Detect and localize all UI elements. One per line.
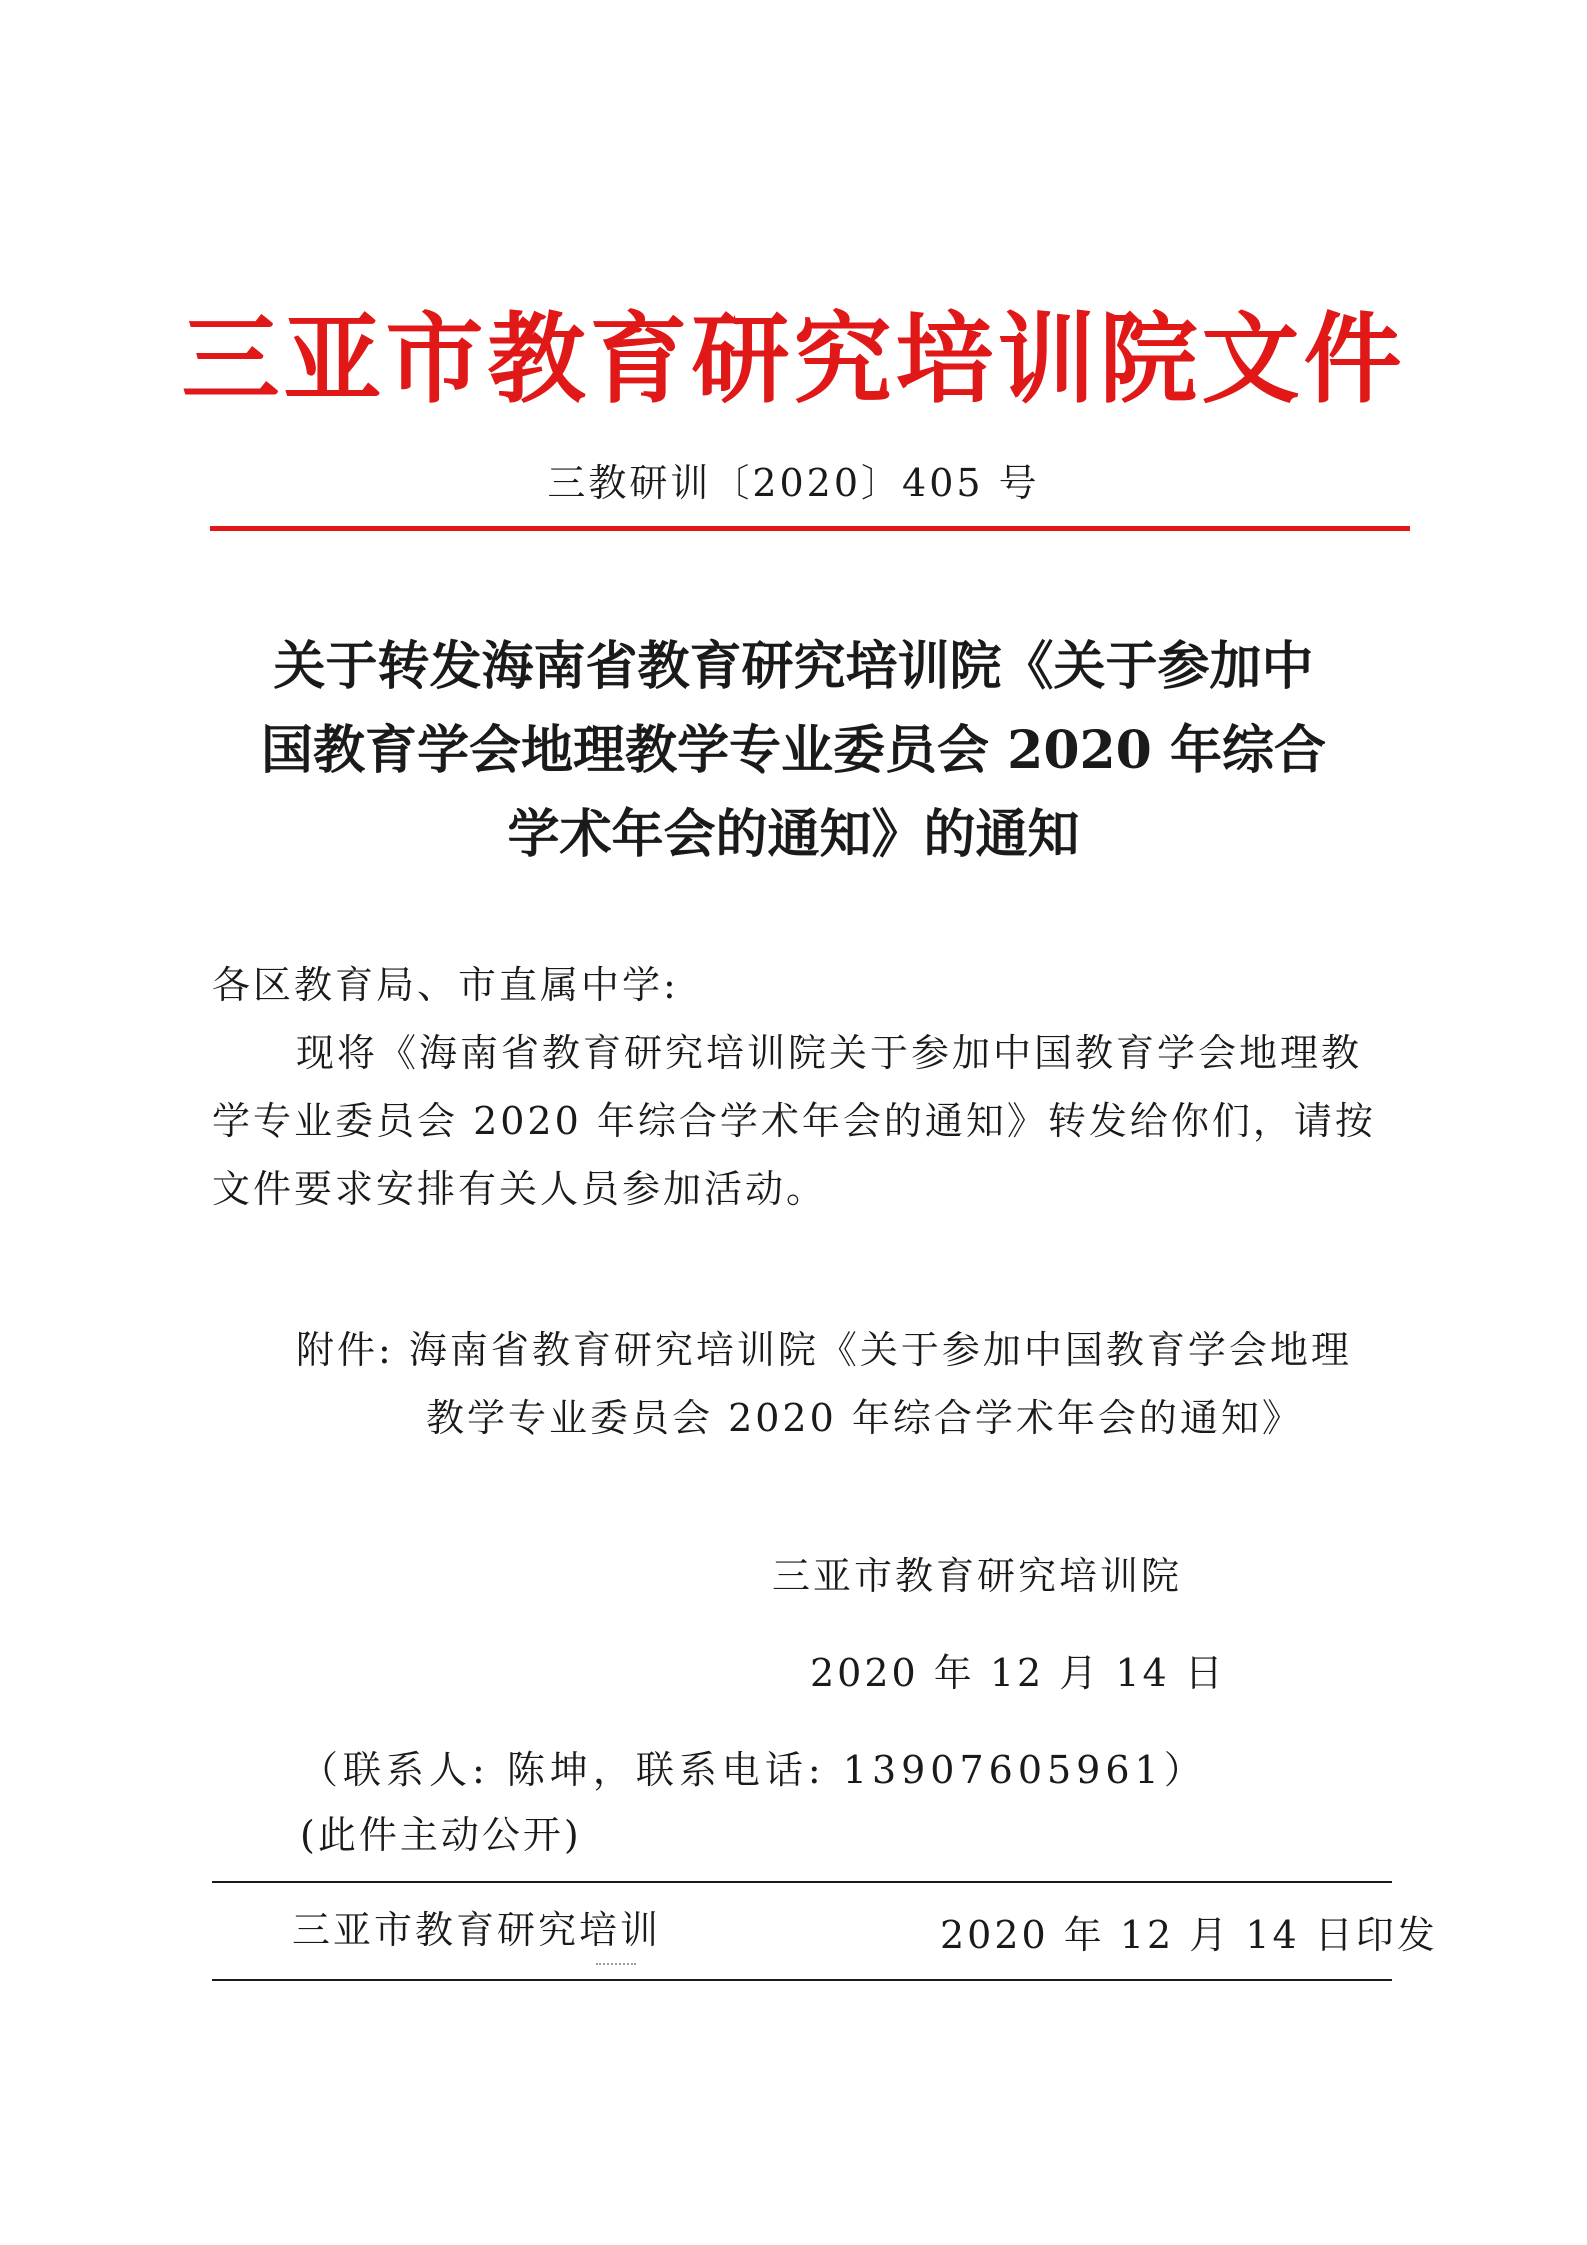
- body-paragraph-line: 学专业委员会 2020 年综合学术年会的通知》转发给你们，请按: [212, 1099, 1376, 1143]
- contact-info: （联系人: 陈坤，联系电话: 13907605961）: [300, 1748, 1207, 1792]
- footer-top-rule: [212, 1881, 1392, 1883]
- footer-issue-date: 2020 年 12 月 14 日印发: [940, 1913, 1438, 1957]
- notice-title: [200, 625, 1387, 877]
- footer-bottom-rule: [212, 1979, 1392, 1981]
- notice-title-line: 学术年会的通知》的通知: [507, 804, 1080, 865]
- signature-organization: 三亚市教育研究培训院: [772, 1554, 1183, 1598]
- attachment-line: 附件: 海南省教育研究培训院《关于参加中国教育学会地理: [296, 1328, 1352, 1372]
- attachment-line: 教学专业委员会 2020 年综合学术年会的通知》: [426, 1396, 1303, 1440]
- addressee: 各区教育局、市直属中学:: [212, 963, 679, 1007]
- signature-date: 2020 年 12 月 14 日: [810, 1651, 1226, 1695]
- body-paragraph-line: 现将《海南省教育研究培训院关于参加中国教育学会地理教: [296, 1031, 1363, 1075]
- clipped-text-fragment: [596, 1963, 636, 1977]
- notice-title-line: 关于转发海南省教育研究培训院《关于参加中: [273, 636, 1314, 697]
- issuer-title: 三亚市教育研究培训院文件: [181, 303, 1406, 417]
- disclosure-note: (此件主动公开): [300, 1813, 582, 1857]
- document-number: 三教研训〔2020〕405 号: [547, 461, 1040, 505]
- red-header-rule: [210, 526, 1410, 531]
- body-paragraph-line: 文件要求安排有关人员参加活动。: [212, 1167, 828, 1211]
- footer-issuer: 三亚市教育研究培训: [292, 1908, 662, 1952]
- notice-title-line: 国教育学会地理教学专业委员会 2020 年综合: [261, 720, 1326, 781]
